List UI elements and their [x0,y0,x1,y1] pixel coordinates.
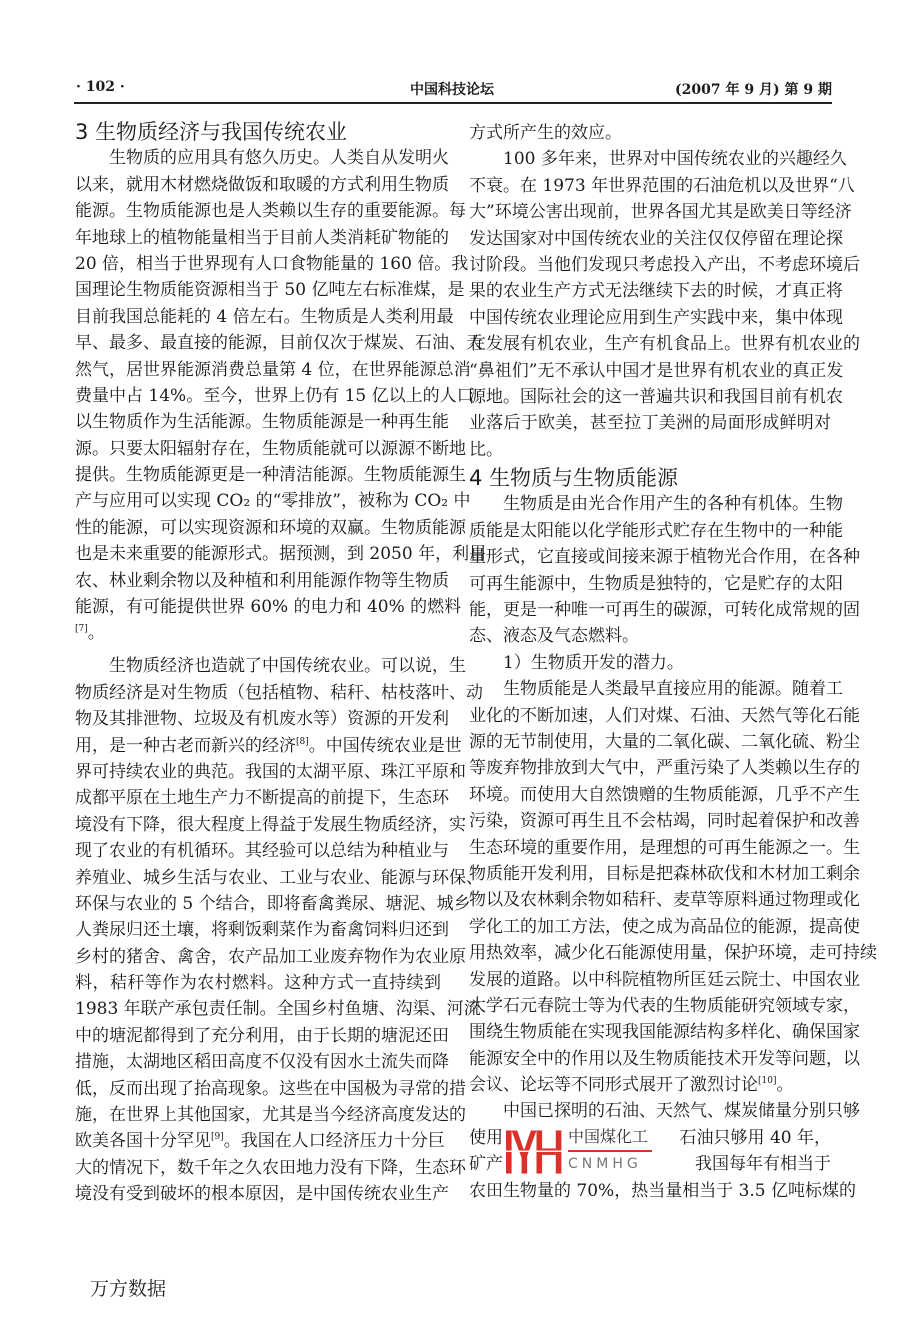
text-segment: 矿产 [469,1154,503,1175]
paragraph [75,653,483,1207]
citation-ref: [7] [75,624,88,635]
text-line: 大”环境公害出现前，世界各国尤其是欧美日等经济 [469,202,852,223]
text-line: 界可持续农业的典范。我国的太湖平原、珠江平原和 [75,761,466,782]
citation-ref: [10] [758,1076,777,1087]
text-line: 生物质是由光合作用产生的各种有机体。生物 [503,494,843,515]
text-line: 在发展有机农业，生产有机食品上。世界有机农业的 [469,334,860,355]
watermark-en-text: CNMHG [568,1156,642,1172]
text-line: 措施，太湖地区稻田高度不仅没有因水土流失而降 [75,1052,449,1073]
text-line: 农、林业剩余物以及种植和利用能源作物等生物质 [75,570,449,591]
text-line: 环境。而使用大自然馈赠的生物质能源，几乎不产生 [469,784,860,805]
text-line: 现了农业的有机循环。其经验可以总结为种植业与 [75,841,449,862]
text-line: 能，更是一种唯一可再生的碳源，可转化成常规的固 [469,600,860,621]
footer-source: 万方数据 [90,1278,167,1300]
text-line: 养殖业、城乡生活与农业、工业与农业、能源与环保、 [75,867,483,888]
paragraph [469,146,860,463]
text-line: “鼻祖们”无不承认中国才是世界有机农业的真正发 [469,360,844,381]
text-line: 生物质的应用具有悠久历史。人类自从发明火 [109,148,449,169]
text-line: 中国已探明的石油、天然气、煤炭储量分别只够 [503,1101,860,1122]
text-line [75,1128,445,1154]
text-line: 中国传统农业理论应用到生产实践中来，集中体现 [469,307,843,328]
paragraph [469,491,860,649]
text-segment: 石油只够用 40 年， [679,1127,831,1148]
section-heading: 4 生物质与生物质能源 [469,466,679,491]
text-line: 不衰。在 1973 年世界范围的石油危机以及世界“八 [469,175,855,196]
text-line: 物质能开发利用，目标是把森林砍伐和木材加工剩余 [469,863,860,884]
text-segment: 我国每年有相当于 [695,1154,831,1175]
text-line: 方式所产生的效应。 [469,123,622,143]
text-line: 性的能源，可以实现资源和环境的双赢。生物质能源 [75,517,466,538]
watermark-logo [506,1127,654,1177]
text-line: 1）生物质开发的潜力。 [503,652,684,673]
text-line: 然气，居世界能源消费总量第 4 位，在世界能源总消 [75,359,471,380]
text-line: 产与应用可以实现 CO₂ 的“零排放”，被称为 CO₂ 中 [75,491,471,512]
text-line: 源的无节制使用，大量的二氧化碳、二氧化硫、粉尘 [469,731,860,752]
paragraph [469,120,831,146]
text-line: 国理论生物质能资源相当于 50 亿吨左右标准煤，是 [75,280,465,301]
page-number: · 102 · [76,79,125,95]
text-line: 业落后于欧美，甚至拉丁美洲的局面形成鲜明对 [469,413,831,434]
text-line: 污染，资源可再生且不会枯竭，同时起着保护和改善 [469,811,860,832]
text-line: 大的情况下，数千年之久农田地力没有下降，生态环 [75,1157,466,1178]
watermark-cn-text: 中国煤化工 [568,1127,649,1146]
text-line: 物及其排泄物、垃圾及有机废水等）资源的开发利 [75,709,449,730]
text-segment: 。 [776,1075,794,1096]
text-line: 提供。生物质能源更是一种清洁能源。生物质能源生 [75,465,466,486]
text-line: 比。 [469,439,503,460]
text-line: 农田生物量的 70%，热当量相当于 3.5 亿吨标煤的 [469,1180,857,1201]
text-line: 讨阶段。当他们发现只考虑投入产出，不考虑环境后 [469,254,860,275]
text-line: 成都平原在土地生产力不断提高的前提下，生态环 [75,788,449,809]
text-line: 果的农业生产方式无法继续下去的时候，才真正将 [469,281,843,302]
text-line: 大学石元春院士等为代表的生物质能研究领域专家， [469,995,860,1016]
text-line [75,733,462,759]
issue-info: (2007 年 9 月) 第 9 期 [675,82,832,98]
text-line: 中的塘泥都得到了充分利用，由于长期的塘泥还田 [75,1025,449,1046]
header-rule [74,102,832,104]
text-line: 源地。国际社会的这一普遍共识和我国目前有机农 [469,386,843,407]
text-line: 生物质能是人类最早直接应用的能源。随着工 [503,679,843,700]
text-line: 料，秸秆等作为农村燃料。这种方式一直持续到 [75,973,441,994]
journal-title: 中国科技论坛 [410,82,494,98]
text-line: 源。只要太阳辐射存在，生物质能就可以源源不断地 [75,438,466,459]
text-line: 生态环境的重要作用，是理想的可再生能源之一。生 [469,837,860,858]
text-line: 能源安全中的作用以及生物质能技术开发等问题，以 [469,1048,860,1069]
text-line: 可再生能源中，生物质是独特的，它是贮存的太阳 [469,573,843,594]
text-segment: 使用 [469,1127,503,1148]
text-line: 用热效率，减少化石能源使用量，保护环境，走可持续 [469,943,877,964]
text-line: 发达国家对中国传统农业的关注仅仅停留在理论探 [469,228,843,249]
text-line: 发展的道路。以中科院植物所匡廷云院士、中国农业 [469,969,860,990]
text-line: 等废弃物排放到大气中，严重污染了人类赖以生存的 [469,758,860,779]
mh-logo-icon [506,1129,562,1175]
text-line: 20 倍，相当于世界现有人口食物能量的 160 倍。我 [75,253,469,274]
text-line: 境没有受到破坏的根本原因，是中国传统农业生产 [75,1184,449,1205]
text-line: 以生物质作为生活能源。生物质能源是一种再生能 [75,412,449,433]
text-line: 能源，有可能提供世界 60% 的电力和 40% 的燃料 [75,597,462,618]
citation-ref: [9] [211,1132,224,1143]
text-segment: 。我国在人口经济压力十分巨 [223,1131,445,1152]
text-line: 能源。生物质能源也是人类赖以生存的重要能源。每 [75,201,466,222]
text-line: 学化工的加工方法，使之成为高品位的能源，提高使 [469,916,860,937]
right-column [469,120,877,1204]
text-line: 质能是太阳能以化学能形式贮存在生物中的一种能 [469,520,843,541]
text-line: 物以及农林剩余物如秸秆、麦草等原料通过物理或化 [469,890,860,911]
text-line: 围绕生物质能在实现我国能源结构多样化、确保国家 [469,1022,860,1043]
watermark-underline [568,1150,652,1152]
text-line: 以来，就用木材燃烧做饭和取暖的方式利用生物质 [75,174,449,195]
text-line: 低，反而出现了抬高现象。这些在中国极为寻常的措 [75,1078,466,1099]
text-line: 物质经济是对生物质（包括植物、秸秆、枯枝落叶、动 [75,682,483,703]
text-line [469,1072,831,1098]
text-line: 目前我国总能耗的 4 倍左右。生物质是人类利用最 [75,306,454,327]
text-line: 乡村的猪舍、禽舍，农产品加工业废弃物作为农业原 [75,946,466,967]
text-segment: 会议、论坛等不同形式展开了激烈讨论 [469,1075,758,1096]
text-line: 100 多年来，世界对中国传统农业的兴趣经久 [503,149,847,170]
text-segment: 欧美各国十分罕见 [75,1131,211,1152]
text-line: 人粪尿归还土壤，将剩饭剩菜作为畜禽饲料归还到 [75,920,449,941]
text-line: 早、最多、最直接的能源，目前仅次于煤炭、石油、天 [75,333,483,354]
paragraph [469,676,877,1098]
text-segment: 。 [87,623,105,644]
paragraph [469,650,831,676]
text-segment: 用，是一种古老而新兴的经济 [75,735,296,756]
text-line: 境没有下降，很大程度上得益于发展生物质经济，实 [75,814,466,835]
section-heading: 3 生物质经济与我国传统农业 [75,120,348,144]
text-line: 施，在世界上其他国家，尤其是当今经济高度发达的 [75,1105,466,1126]
text-line: 生物质经济也造就了中国传统农业。可以说，生 [109,656,466,677]
text-line: 环保与农业的 5 个结合，即将畜禽粪尿、塘泥、城乡 [75,893,471,914]
text-line: 1983 年联产承包责任制。全国乡村鱼塘、沟渠、河流 [75,999,481,1020]
text-line: 也是未来重要的能源形式。据预测，到 2050 年，利用 [75,544,487,565]
paragraph [75,145,487,646]
text-line: 态、液态及气态燃料。 [469,626,639,647]
text-line: 费量中占 14%。至今，世界上仍有 15 亿以上的人口 [75,385,474,406]
citation-ref: [8] [296,736,309,747]
text-line [75,620,441,646]
text-line: 年地球上的植物能量相当于目前人类消耗矿物能的 [75,227,449,248]
text-line: 业化的不断加速，人们对煤、石油、天然气等化石能 [469,705,860,726]
text-line: 量形式，它直接或间接来源于植物光合作用，在各种 [469,547,860,568]
text-segment: 。中国传统农业是世 [308,735,462,756]
